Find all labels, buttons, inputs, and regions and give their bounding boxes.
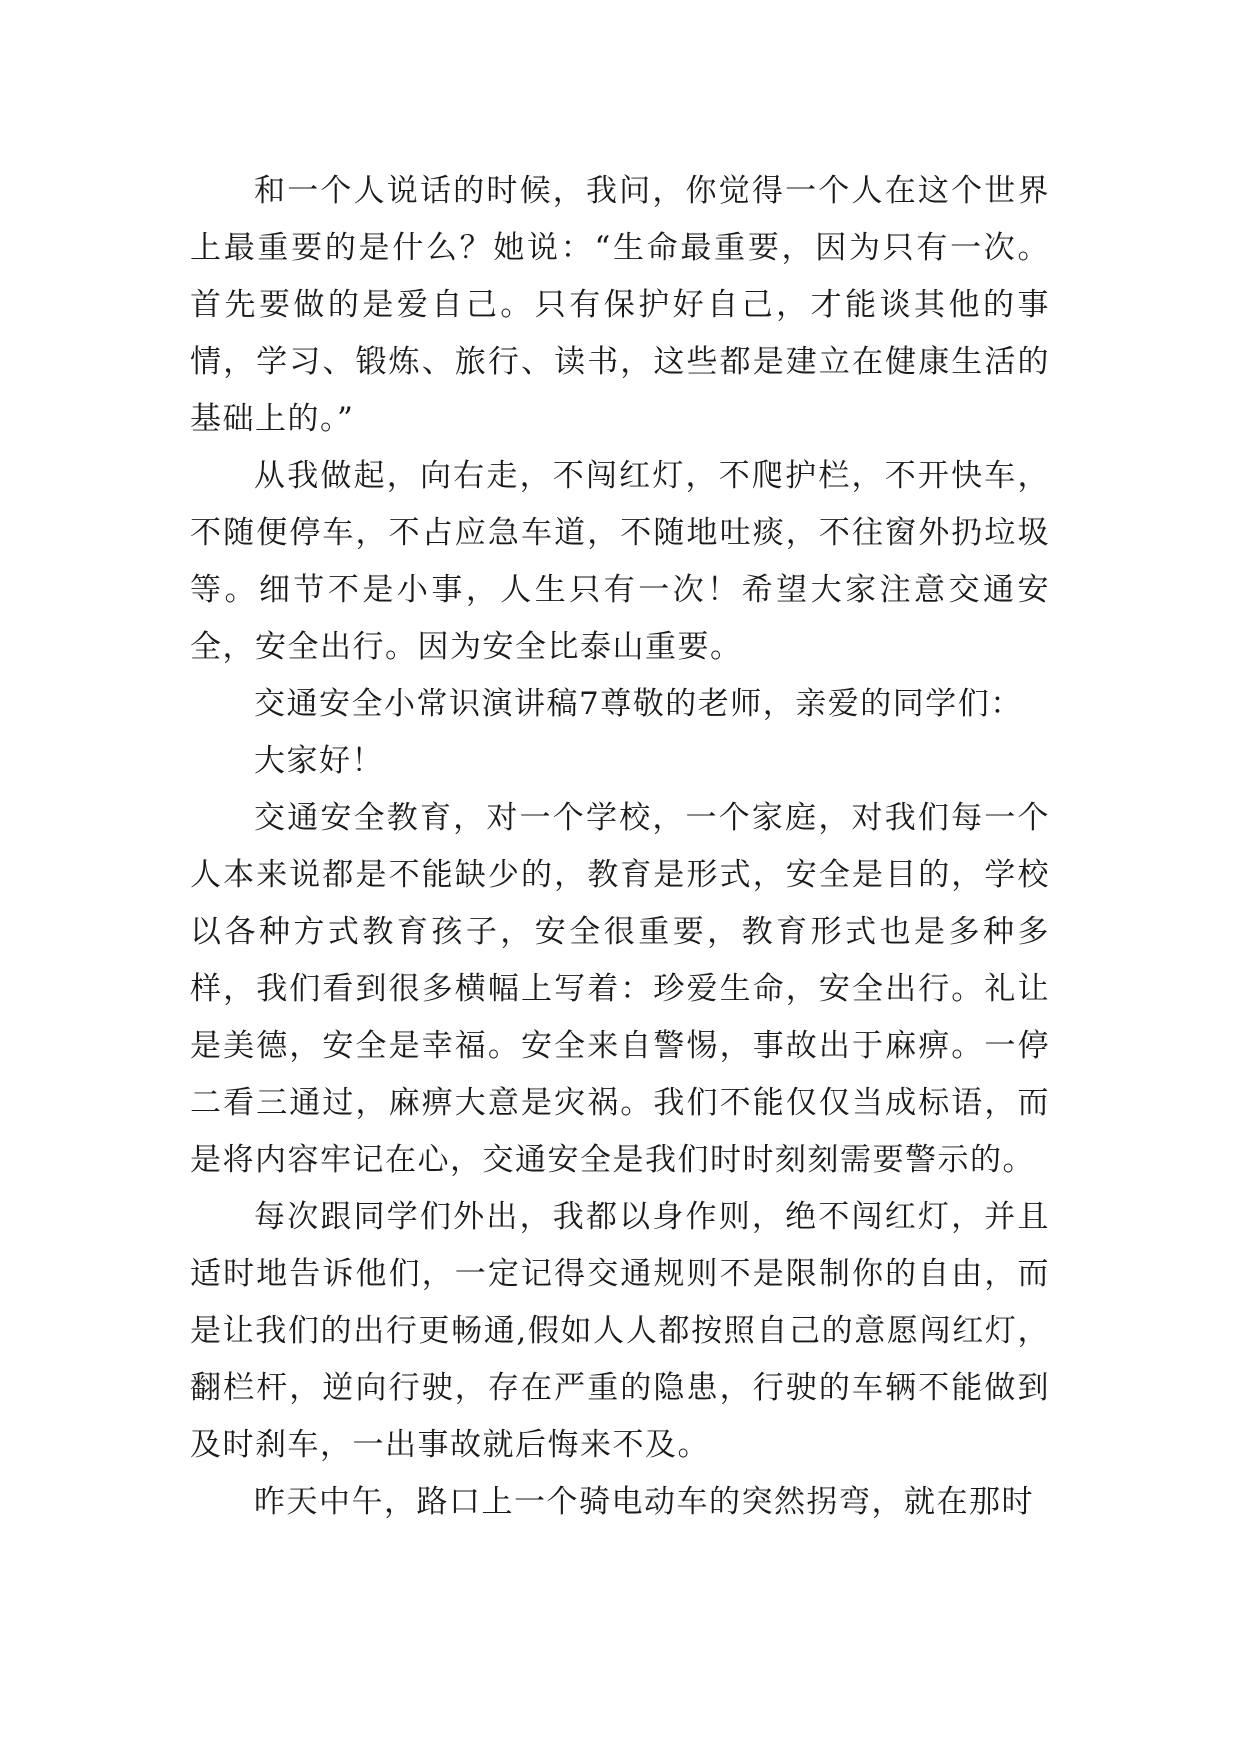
paragraph-2: 从我做起，向右走，不闯红灯，不爬护栏，不开快车，不随便停车，不占应急车道，不随地吐痰，不往窗外扔垃圾等。细节不是小事，人生只有一次！希望大家注意交通安全，安全出行。因为安全比泰山重要。 (190, 458, 1050, 665)
paragraph-5: 交通安全教育，对一个学校，一个家庭，对我们每一个人本来说都是不能缺少的，教育是形式，安全是目的，学校以各种方式教育孩子，安全很重要，教育形式也是多种多样，我们看到很多横幅上写着：珍爱生命，安全出行。礼让是美德，安全是幸福。安全来自警惕，事故出于麻痹。一停二看三通过，麻痹大意是灾祸。我们不能仅仅当成标语，而是将内容牢记在心，交通安全是我们时时刻刻需要警示的。 (190, 800, 1050, 1178)
paragraph-3-heading: 交通安全小常识演讲稿7尊敬的老师，亲爱的同学们： (254, 686, 1023, 722)
paragraph-7: 昨天中午，路口上一个骑电动车的突然拐弯，就在那时 (254, 1484, 1034, 1520)
paragraph-1: 和一个人说话的时候，我问，你觉得一个人在这个世界上最重要的是什么？她说：“生命最重要，因为只有一次。首先要做的是爱自己。只有保护好自己，才能谈其他的事情，学习、锻炼、旅行、读书，这些都是建立在健康生活的基础上的。” (190, 173, 1050, 437)
paragraph-4-greeting: 大家好！ (254, 743, 384, 779)
paragraph-6: 每次跟同学们外出，我都以身作则，绝不闯红灯，并且适时地告诉他们，一定记得交通规则不是限制你的自由，而是让我们的出行更畅通,假如人人都按照自己的意愿闯红灯，翻栏杆，逆向行驶，存在严重的隐患，行驶的车辆不能做到及时刹车，一出事故就后悔来不及。 (190, 1199, 1050, 1463)
document-body (190, 163, 1050, 1531)
